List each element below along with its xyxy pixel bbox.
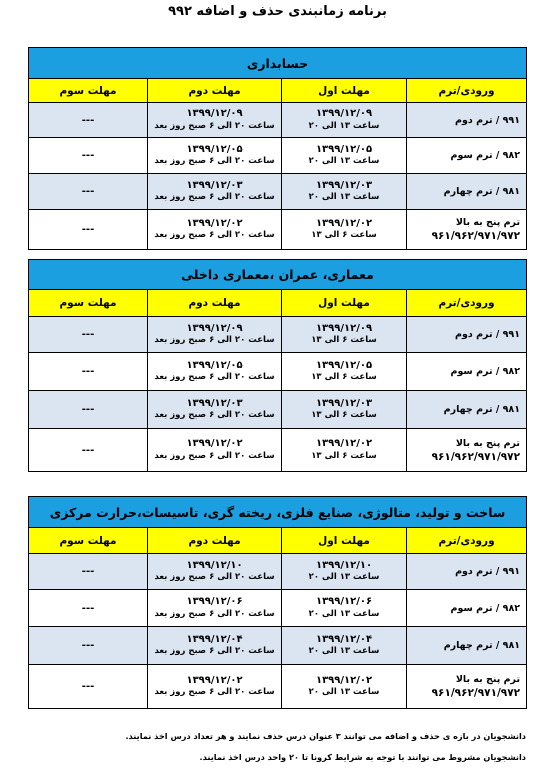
first-deadline-cell: ۱۳۹۹/۱۲/۰۵ ساعت ۱۳ الی ۲۰ xyxy=(282,138,407,174)
section-title: ساخت و تولید، متالوژی، صنایع فلزی، ریخته گری، تاسیسات،حرارت مرکزی xyxy=(29,497,527,528)
third-deadline-cell: --- xyxy=(29,138,148,174)
note-line: دانشجویان در بازه ی حذف و اضافه می توانند ۳ عنوان درس حذف نمایند و هر تعداد درس اخذ نمایند. xyxy=(125,731,526,741)
third-deadline-cell: --- xyxy=(29,590,148,627)
entry-cell: ۹۹۱ / ترم دوم xyxy=(407,554,527,590)
second-deadline-cell: ۱۳۹۹/۱۲/۰۲ ساعت ۲۰ الی ۶ صبح روز بعد xyxy=(148,665,282,709)
header-third-deadline: مهلت سوم xyxy=(29,290,148,317)
second-deadline-cell: ۱۳۹۹/۱۲/۰۵ ساعت ۲۰ الی ۶ صبح روز بعد xyxy=(148,138,282,174)
first-deadline-cell: ۱۳۹۹/۱۲/۰۲ ساعت ۶ الی ۱۳ xyxy=(282,210,407,250)
entry-cell: ترم پنج به بالا ۹۶۱/۹۶۲/۹۷۱/۹۷۲ xyxy=(407,429,527,472)
entry-cell: ۹۸۲ / ترم سوم xyxy=(407,590,527,627)
table-row xyxy=(29,391,527,429)
third-deadline-cell: --- xyxy=(29,627,148,665)
first-deadline-cell: ۱۳۹۹/۱۲/۰۴ ساعت ۱۳ الی ۲۰ xyxy=(282,627,407,665)
third-deadline-cell: --- xyxy=(29,665,148,709)
third-deadline-cell: --- xyxy=(29,103,148,138)
note-line: دانشجویان مشروط می توانند با توجه به شرایط کرونا تا ۲۰ واحد درس اخذ نمایند. xyxy=(199,752,526,762)
first-deadline-cell: ۱۳۹۹/۱۲/۰۵ ساعت ۶ الی ۱۳ xyxy=(282,353,407,391)
header-second-deadline: مهلت دوم xyxy=(148,528,282,554)
third-deadline-cell: --- xyxy=(29,554,148,590)
table-row xyxy=(29,429,527,472)
entry-cell: ۹۸۲ / ترم سوم xyxy=(407,138,527,174)
second-deadline-cell: ۱۳۹۹/۱۲/۰۲ ساعت ۲۰ الی ۶ صبح روز بعد xyxy=(148,210,282,250)
header-second-deadline: مهلت دوم xyxy=(148,79,282,103)
second-deadline-cell: ۱۳۹۹/۱۲/۱۰ ساعت ۲۰ الی ۶ صبح روز بعد xyxy=(148,554,282,590)
header-row xyxy=(29,290,527,317)
third-deadline-cell: --- xyxy=(29,317,148,353)
entry-cell: ۹۸۱ / ترم چهارم xyxy=(407,391,527,429)
entry-cell: ۹۸۲ / ترم سوم xyxy=(407,353,527,391)
first-deadline-cell: ۱۳۹۹/۱۲/۰۳ ساعت ۶ الی ۱۳ xyxy=(282,391,407,429)
first-deadline-cell: ۱۳۹۹/۱۲/۰۹ ساعت ۱۳ الی ۲۰ xyxy=(282,103,407,138)
header-third-deadline: مهلت سوم xyxy=(29,79,148,103)
third-deadline-cell: --- xyxy=(29,391,148,429)
header-first-deadline: مهلت اول xyxy=(282,290,407,317)
notes xyxy=(28,726,526,768)
header-entry: ورودی/ترم xyxy=(407,528,527,554)
second-deadline-cell: ۱۳۹۹/۱۲/۰۲ ساعت ۲۰ الی ۶ صبح روز بعد xyxy=(148,429,282,472)
table-row xyxy=(29,554,527,590)
header-second-deadline: مهلت دوم xyxy=(148,290,282,317)
first-deadline-cell: ۱۳۹۹/۱۲/۰۹ ساعت ۶ الی ۱۳ xyxy=(282,317,407,353)
entry-cell: ۹۹۱ / ترم دوم xyxy=(407,317,527,353)
header-row xyxy=(29,528,527,554)
entry-cell: ترم پنج به بالا ۹۶۱/۹۶۲/۹۷۱/۹۷۲ xyxy=(407,665,527,709)
second-deadline-cell: ۱۳۹۹/۱۲/۰۴ ساعت ۲۰ الی ۶ صبح روز بعد xyxy=(148,627,282,665)
second-deadline-cell: ۱۳۹۹/۱۲/۰۳ ساعت ۲۰ الی ۶ صبح روز بعد xyxy=(148,391,282,429)
schedule-table-architecture xyxy=(28,259,527,472)
second-deadline-cell: ۱۳۹۹/۱۲/۰۹ ساعت ۲۰ الی ۶ صبح روز بعد xyxy=(148,103,282,138)
page-title: برنامه زمانبندی حذف و اضافه ۹۹۲ xyxy=(168,4,387,19)
third-deadline-cell: --- xyxy=(29,429,148,472)
header-entry: ورودی/ترم xyxy=(407,79,527,103)
entry-cell: ترم پنج به بالا ۹۶۱/۹۶۲/۹۷۱/۹۷۲ xyxy=(407,210,527,250)
second-deadline-cell: ۱۳۹۹/۱۲/۰۳ ساعت ۲۰ الی ۶ صبح روز بعد xyxy=(148,174,282,210)
first-deadline-cell: ۱۳۹۹/۱۲/۰۲ ساعت ۶ الی ۱۳ xyxy=(282,429,407,472)
entry-cell: ۹۹۱ / ترم دوم xyxy=(407,103,527,138)
third-deadline-cell: --- xyxy=(29,174,148,210)
first-deadline-cell: ۱۳۹۹/۱۲/۱۰ ساعت ۱۳ الی ۲۰ xyxy=(282,554,407,590)
entry-cell: ۹۸۱ / ترم چهارم xyxy=(407,174,527,210)
third-deadline-cell: --- xyxy=(29,353,148,391)
second-deadline-cell: ۱۳۹۹/۱۲/۰۹ ساعت ۲۰ الی ۶ صبح روز بعد xyxy=(148,317,282,353)
header-entry: ورودی/ترم xyxy=(407,290,527,317)
schedule-table-manufacturing xyxy=(28,496,527,709)
header-third-deadline: مهلت سوم xyxy=(29,528,148,554)
section-title: معماری، عمران ،معماری داخلی xyxy=(29,260,527,290)
table-row xyxy=(29,627,527,665)
first-deadline-cell: ۱۳۹۹/۱۲/۰۳ ساعت ۱۳ الی ۲۰ xyxy=(282,174,407,210)
second-deadline-cell: ۱۳۹۹/۱۲/۰۵ ساعت ۲۰ الی ۶ صبح روز بعد xyxy=(148,353,282,391)
first-deadline-cell: ۱۳۹۹/۱۲/۰۲ ساعت ۱۳ الی ۲۰ xyxy=(282,665,407,709)
table-row xyxy=(29,353,527,391)
entry-cell: ۹۸۱ / ترم چهارم xyxy=(407,627,527,665)
table-row xyxy=(29,138,527,174)
header-first-deadline: مهلت اول xyxy=(282,528,407,554)
table-row xyxy=(29,174,527,210)
table-row xyxy=(29,103,527,138)
second-deadline-cell: ۱۳۹۹/۱۲/۰۶ ساعت ۲۰ الی ۶ صبح روز بعد xyxy=(148,590,282,627)
table-row xyxy=(29,590,527,627)
table-row xyxy=(29,317,527,353)
header-row xyxy=(29,79,527,103)
section-title: حسابداری xyxy=(29,48,527,79)
header-first-deadline: مهلت اول xyxy=(282,79,407,103)
third-deadline-cell: --- xyxy=(29,210,148,250)
table-row xyxy=(29,665,527,709)
schedule-table-accounting xyxy=(28,47,527,250)
table-row xyxy=(29,210,527,250)
first-deadline-cell: ۱۳۹۹/۱۲/۰۶ ساعت ۱۳ الی ۲۰ xyxy=(282,590,407,627)
